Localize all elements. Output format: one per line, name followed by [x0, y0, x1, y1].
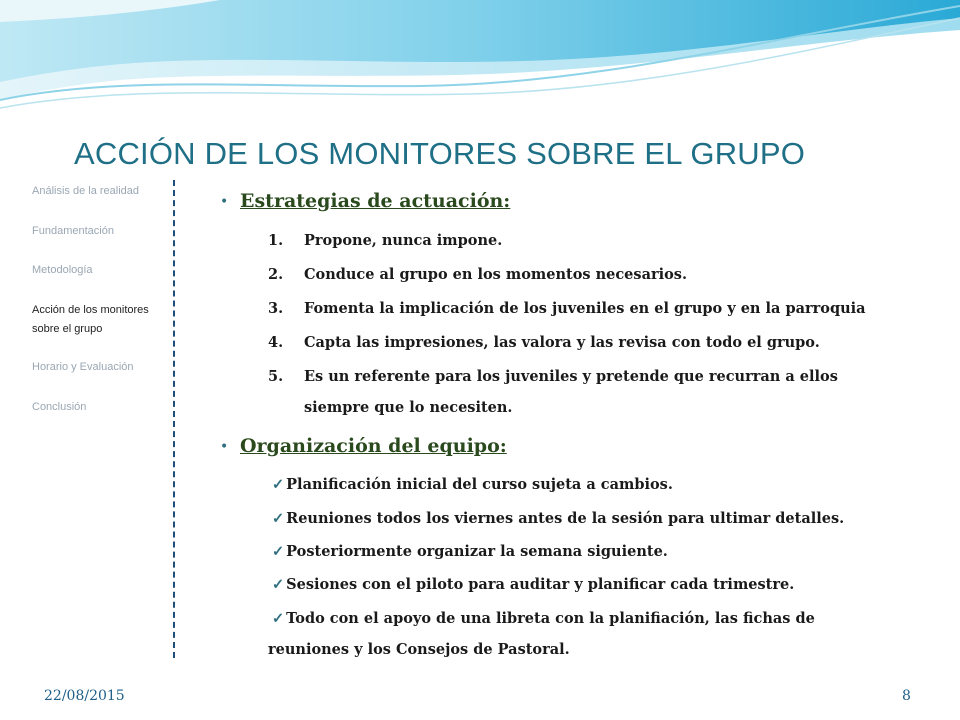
- sidebar-item-accion-monitores[interactable]: [32, 301, 149, 339]
- sidebar-item-label: sobre el grupo: [32, 323, 103, 335]
- list-item: ✓ Planificación inicial del curso sujeta a cambios.: [272, 476, 673, 493]
- checkmark-icon: ✓: [272, 476, 285, 493]
- slide-title: ACCIÓN DE LOS MONITORES SOBRE EL GRUPO: [74, 136, 806, 171]
- sidebar-item-analisis[interactable]: Análisis de la realidad: [32, 185, 140, 197]
- header-wave-decoration: [0, 0, 960, 140]
- list-item: ✓ Sesiones con el piloto para auditar y planificar cada trimestre.: [272, 576, 795, 593]
- checkmark-icon: ✓: [272, 510, 285, 527]
- bullet-dot-icon: •: [220, 439, 229, 455]
- section-heading-estrategias: Estrategias de actuación:: [240, 190, 511, 212]
- list-item: ✓ Reuniones todos los viernes antes de la sesión para ultimar detalles.: [272, 510, 845, 527]
- sidebar-item-horario[interactable]: Horario y Evaluación: [32, 361, 134, 373]
- sidebar-item-label: Acción de los monitores: [32, 304, 149, 316]
- section-heading-organizacion: Organización del equipo:: [240, 435, 507, 457]
- list-item: ✓ Todo con el apoyo de una libreta con la planifiación, las fichas de: [272, 610, 815, 627]
- list-item: ✓ Posteriormente organizar la semana siguiente.: [272, 543, 668, 560]
- checkmark-icon: ✓: [272, 576, 285, 593]
- sidebar-item-conclusion[interactable]: Conclusión: [32, 401, 87, 413]
- page-number: 8: [902, 688, 911, 704]
- sidebar-item-metodologia[interactable]: Metodología: [32, 264, 93, 276]
- sidebar-item-fundamentacion[interactable]: Fundamentación: [32, 225, 114, 237]
- bullet-dot-icon: •: [220, 194, 229, 210]
- list-item: 1. Propone, nunca impone.: [268, 232, 503, 249]
- list-item: 3. Fomenta la implicación de los juveniles en el grupo y en la parroquia: [268, 300, 866, 317]
- checkmark-icon: ✓: [272, 543, 285, 560]
- footer-date: 22/08/2015: [44, 688, 125, 704]
- list-item: 4. Capta las impresiones, las valora y las revisa con todo el grupo.: [268, 334, 820, 351]
- list-item-continuation: siempre que lo necesiten.: [304, 399, 513, 416]
- list-item: 2. Conduce al grupo en los momentos necesarios.: [268, 266, 687, 283]
- list-item-continuation: reuniones y los Consejos de Pastoral.: [268, 641, 570, 658]
- sidebar-divider: [173, 180, 175, 658]
- list-item: 5. Es un referente para los juveniles y pretende que recurran a ellos: [268, 368, 838, 385]
- checkmark-icon: ✓: [272, 610, 285, 627]
